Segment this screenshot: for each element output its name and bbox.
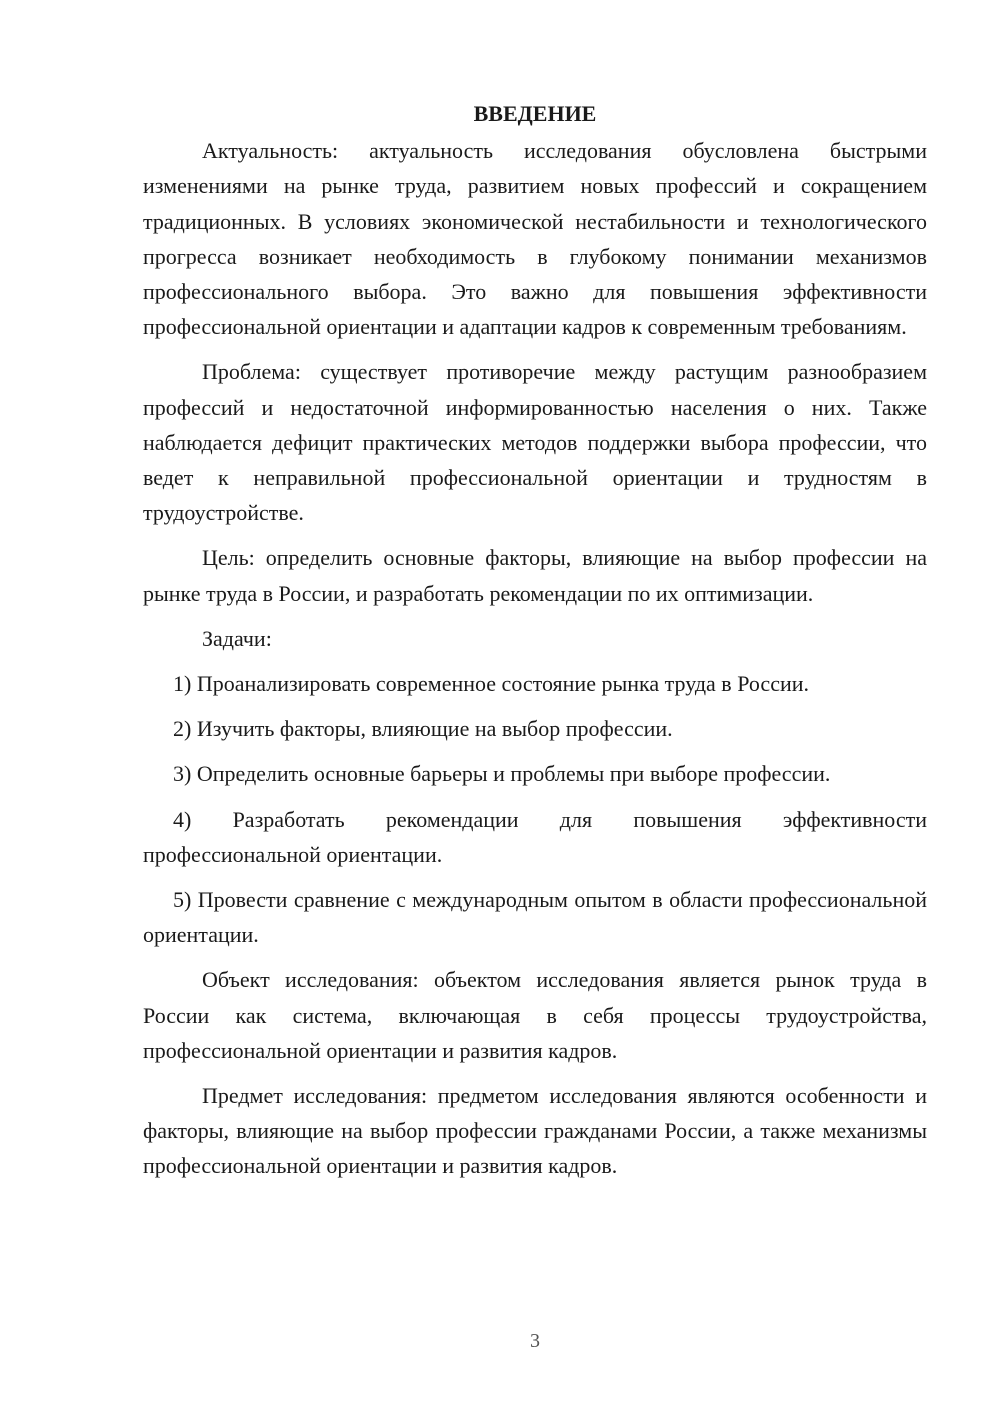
- document-page: [143, 96, 927, 1194]
- list-item: 3) Определить основные барьеры и проблемы при выборе профессии.: [173, 761, 831, 787]
- paragraph-problem: Проблема: существует противоречие между растущим разнообразием профессий и недостаточной информированностью населения о них. Также наблюдается дефицит практических методов поддержки выбора профессии, что ведет к неправильной профессиональной ориентации и трудностям в трудоустройстве.: [143, 359, 927, 526]
- tasks-label: Задачи:: [202, 625, 272, 651]
- list-item: 4) Разработать рекомендации для повышения эффективности профессиональной ориентации.: [143, 806, 927, 867]
- tasks-list: [143, 666, 927, 952]
- document-title: ВВЕДЕНИЕ: [473, 101, 597, 126]
- list-item: 5) Провести сравнение с международным опытом в области профессиональной ориентации.: [143, 887, 927, 948]
- page-number: 3: [530, 1330, 540, 1352]
- paragraph-subject: Предмет исследования: предметом исследования являются особенности и факторы, влияющие на выбор профессии гражданами России, а также механизмы профессиональной ориентации и развития кадров.: [143, 1083, 927, 1179]
- list-item: 1) Проанализировать современное состояние рынка труда в России.: [173, 671, 810, 697]
- list-item: 2) Изучить факторы, влияющие на выбор профессии.: [173, 716, 673, 742]
- paragraph-relevance: Актуальность: актуальность исследования обусловлена быстрыми изменениями на рынке труда, развитием новых профессий и сокращением традиционных. В условиях экономической нестабильности и технологического прогресса возникает необходимость в глубокому понимании механизмов профессионального выбора. Это важно для повышения эффективности профессиональной ориентации и адаптации кадров к современным требованиям.: [143, 138, 927, 340]
- paragraph-goal: Цель: определить основные факторы, влияющие на выбор профессии на рынке труда в России, и разработать рекомендации по их оптимизации.: [143, 545, 927, 606]
- paragraph-object: Объект исследования: объектом исследования является рынок труда в России как система, включающая в себя процессы трудоустройства, профессиональной ориентации и развития кадров.: [143, 967, 927, 1063]
